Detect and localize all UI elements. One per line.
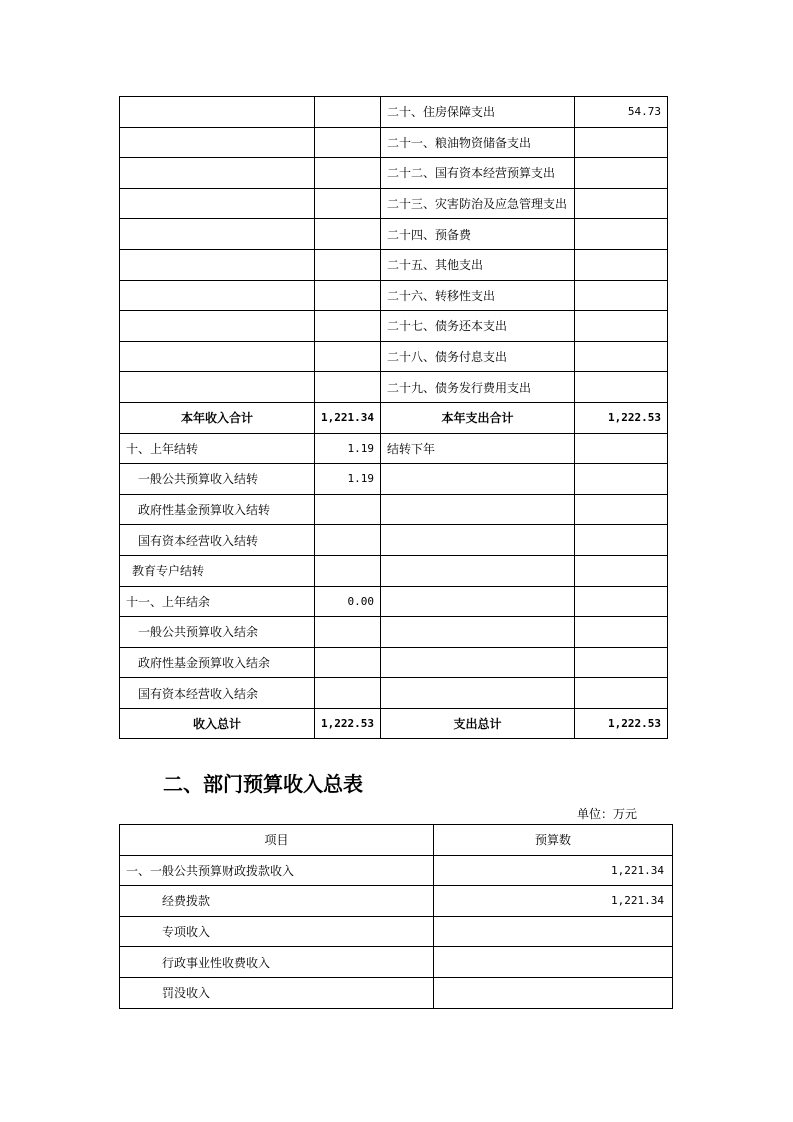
right-item: 二十六、转移性支出: [381, 280, 575, 311]
left-value: [315, 525, 381, 556]
right-item: [381, 525, 575, 556]
right-item: [381, 555, 575, 586]
left-value: [315, 219, 381, 250]
right-item: [381, 464, 575, 495]
left-value: [315, 647, 381, 678]
expense-subtotal-value: 1,222.53: [575, 402, 668, 433]
left-value: [315, 127, 381, 158]
left-item: [120, 249, 315, 280]
left-item: [120, 97, 315, 128]
budget-summary-table: [119, 96, 668, 739]
right-value: [575, 158, 668, 189]
income-item: 行政事业性收费收入: [120, 947, 434, 978]
unit-label: 单位：万元: [577, 807, 638, 821]
table-row: [120, 280, 668, 311]
table-row: [120, 586, 668, 617]
left-item: 国有资本经营收入结转: [120, 525, 315, 556]
expense-subtotal-label: 本年支出合计: [381, 402, 575, 433]
table-row: [120, 219, 668, 250]
right-item: 二十八、债务付息支出: [381, 341, 575, 372]
table-row: [120, 341, 668, 372]
right-value: [575, 678, 668, 709]
left-value: [315, 678, 381, 709]
income-amount: [434, 947, 673, 978]
right-value: [575, 525, 668, 556]
table-row: [120, 647, 668, 678]
right-value: [575, 219, 668, 250]
table-row: [120, 464, 668, 495]
table-row: [120, 188, 668, 219]
income-item: 罚没收入: [120, 977, 434, 1008]
right-item: 结转下年: [381, 433, 575, 464]
right-value: [575, 433, 668, 464]
left-item: 十一、上年结余: [120, 586, 315, 617]
left-value: [315, 311, 381, 342]
income-amount: [434, 916, 673, 947]
right-item: 二十、住房保障支出: [381, 97, 575, 128]
right-value: [575, 280, 668, 311]
right-value: [575, 647, 668, 678]
income-item: 经费拨款: [120, 886, 434, 917]
table-row: [120, 555, 668, 586]
right-item: [381, 647, 575, 678]
income-amount: 1,221.34: [434, 886, 673, 917]
right-value: 54.73: [575, 97, 668, 128]
table-row: [120, 886, 673, 917]
table-row: [120, 494, 668, 525]
table-row: [120, 127, 668, 158]
right-item: 二十五、其他支出: [381, 249, 575, 280]
table-row: [120, 433, 668, 464]
header-row: [120, 825, 673, 856]
income-item: 一、一般公共预算财政拨款收入: [120, 855, 434, 886]
right-value: [575, 494, 668, 525]
column-header-amount: 预算数: [434, 825, 673, 856]
left-value: 1.19: [315, 464, 381, 495]
left-item: 十、上年结转: [120, 433, 315, 464]
left-item: 政府性基金预算收入结余: [120, 647, 315, 678]
right-item: 二十七、债务还本支出: [381, 311, 575, 342]
table-row: [120, 158, 668, 189]
left-value: 0.00: [315, 586, 381, 617]
right-value: [575, 617, 668, 648]
right-item: [381, 678, 575, 709]
income-summary-table: [119, 824, 673, 1009]
left-value: [315, 494, 381, 525]
table-row: [120, 617, 668, 648]
table-row: [120, 249, 668, 280]
left-item: [120, 311, 315, 342]
income-subtotal-value: 1,221.34: [315, 402, 381, 433]
table-row: [120, 525, 668, 556]
table-row: [120, 916, 673, 947]
left-value: [315, 280, 381, 311]
left-item: 教育专户结转: [120, 555, 315, 586]
left-value: [315, 372, 381, 403]
table-row: [120, 947, 673, 978]
left-value: [315, 555, 381, 586]
income-item: 专项收入: [120, 916, 434, 947]
right-item: 二十九、债务发行费用支出: [381, 372, 575, 403]
left-value: [315, 158, 381, 189]
left-item: [120, 341, 315, 372]
left-value: [315, 617, 381, 648]
right-value: [575, 127, 668, 158]
left-item: 政府性基金预算收入结转: [120, 494, 315, 525]
left-item: [120, 219, 315, 250]
right-item: 二十三、灾害防治及应急管理支出: [381, 188, 575, 219]
left-value: 1.19: [315, 433, 381, 464]
left-item: [120, 372, 315, 403]
right-value: [575, 249, 668, 280]
income-amount: 1,221.34: [434, 855, 673, 886]
left-item: 国有资本经营收入结余: [120, 678, 315, 709]
total-row: [120, 708, 668, 739]
right-value: [575, 464, 668, 495]
right-value: [575, 555, 668, 586]
right-value: [575, 586, 668, 617]
left-item: [120, 280, 315, 311]
right-value: [575, 311, 668, 342]
left-item: 一般公共预算收入结余: [120, 617, 315, 648]
subtotal-row: [120, 402, 668, 433]
right-value: [575, 341, 668, 372]
right-item: [381, 586, 575, 617]
income-total-label: 收入总计: [120, 708, 315, 739]
left-item: [120, 127, 315, 158]
table-row: [120, 311, 668, 342]
expense-total-label: 支出总计: [381, 708, 575, 739]
left-value: [315, 249, 381, 280]
section-title: 二、部门预算收入总表: [163, 772, 363, 796]
right-value: [575, 372, 668, 403]
table-row: [120, 97, 668, 128]
left-value: [315, 188, 381, 219]
expense-total-value: 1,222.53: [575, 708, 668, 739]
income-total-value: 1,222.53: [315, 708, 381, 739]
right-item: 二十二、国有资本经营预算支出: [381, 158, 575, 189]
right-value: [575, 188, 668, 219]
table-row: [120, 977, 673, 1008]
left-value: [315, 341, 381, 372]
left-item: [120, 158, 315, 189]
right-item: [381, 617, 575, 648]
right-item: 二十四、预备费: [381, 219, 575, 250]
table-row: [120, 855, 673, 886]
income-subtotal-label: 本年收入合计: [120, 402, 315, 433]
table-row: [120, 678, 668, 709]
table-row: [120, 372, 668, 403]
column-header-item: 项目: [120, 825, 434, 856]
left-item: [120, 188, 315, 219]
right-item: [381, 494, 575, 525]
right-item: 二十一、粮油物资储备支出: [381, 127, 575, 158]
left-value: [315, 97, 381, 128]
income-amount: [434, 977, 673, 1008]
left-item: 一般公共预算收入结转: [120, 464, 315, 495]
